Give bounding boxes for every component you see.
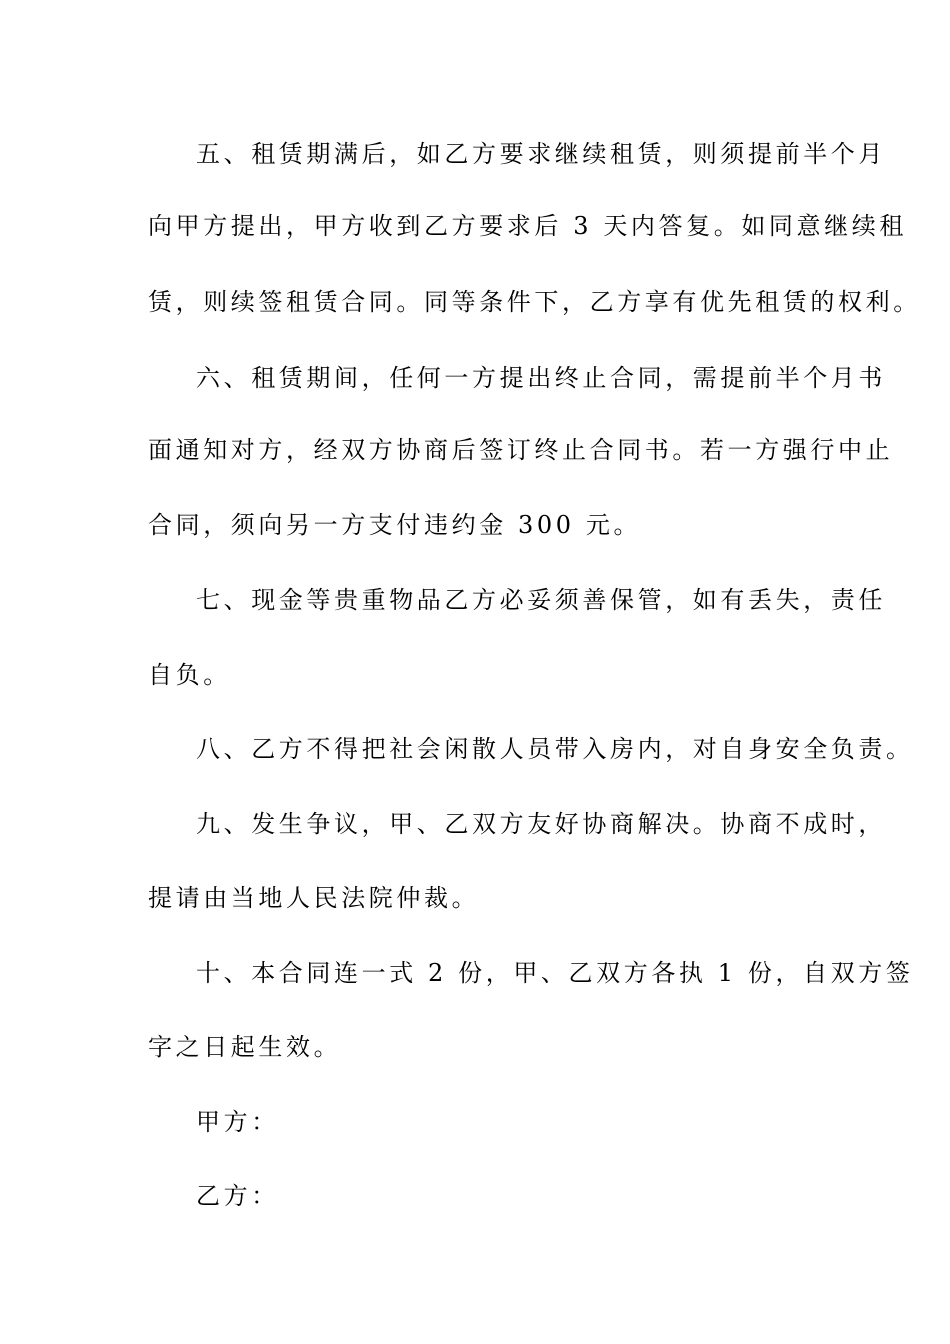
party-a-signature-label: 甲方：	[196, 1108, 279, 1136]
clause-6-line-3: 合同，须向另一方支付违约金 300 元。	[148, 511, 642, 539]
clause-5-line-1: 五、租赁期满后，如乙方要求继续租赁，则须提前半个月	[196, 140, 886, 168]
clause-6-line-1: 六、租赁期间，任何一方提出终止合同，需提前半个月书	[196, 364, 886, 392]
clause-9-line-1: 九、发生争议，甲、乙双方友好协商解决。协商不成时，	[196, 810, 886, 838]
clause-8-line-1: 八、乙方不得把社会闲散人员带入房内，对自身安全负责。	[196, 735, 914, 763]
clause-5-line-3: 赁，则续签租赁合同。同等条件下，乙方享有优先租赁的权利。	[148, 288, 921, 316]
clause-10-line-1: 十、本合同连一式 2 份，甲、乙双方各执 1 份，自双方签	[196, 959, 914, 987]
clause-6-line-2: 面通知对方，经双方协商后签订终止合同书。若一方强行中止	[148, 436, 894, 464]
clause-7-line-1: 七、现金等贵重物品乙方必妥须善保管，如有丢失，责任	[196, 586, 886, 614]
clause-5-line-2: 向甲方提出，甲方收到乙方要求后 3 天内答复。如同意继续租	[148, 212, 907, 240]
party-b-signature-label: 乙方：	[196, 1182, 279, 1210]
clause-10-line-2: 字之日起生效。	[148, 1033, 342, 1061]
clause-9-line-2: 提请由当地人民法院仲裁。	[148, 884, 480, 912]
clause-7-line-2: 自负。	[148, 661, 231, 689]
